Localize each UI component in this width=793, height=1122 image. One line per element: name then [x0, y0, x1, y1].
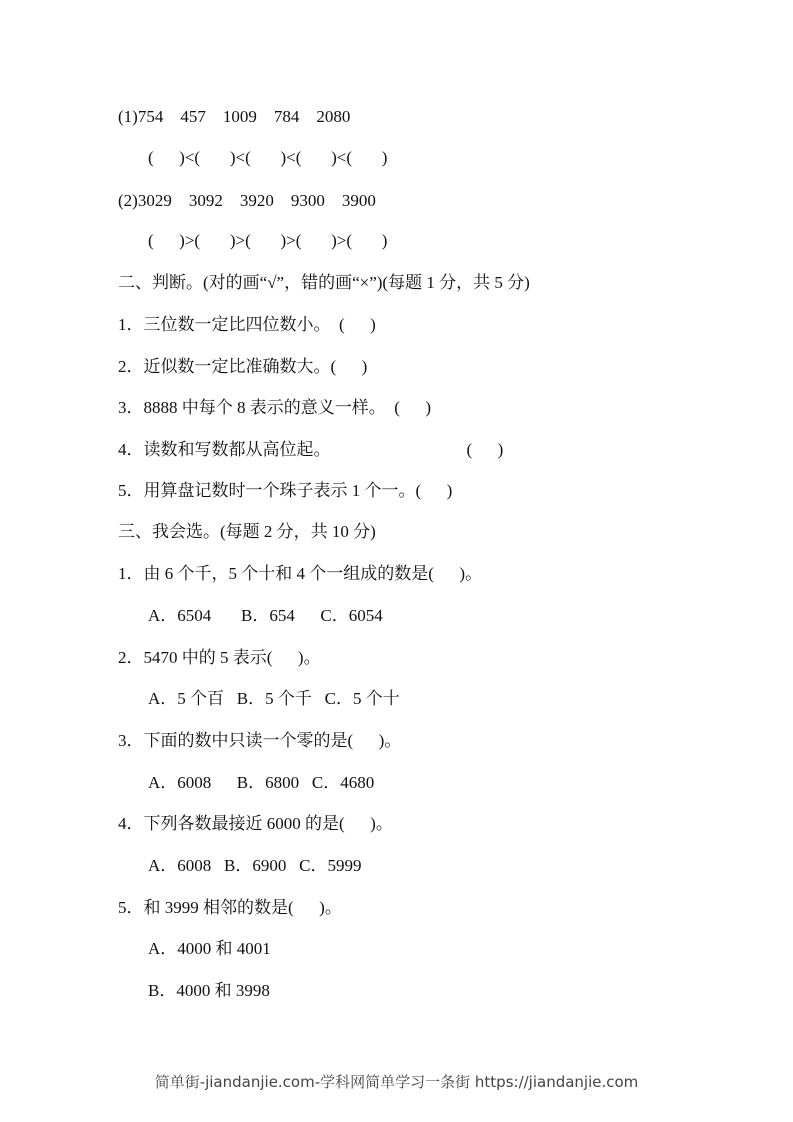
- choice-options: A．6008 B．6800 C．4680: [148, 773, 375, 792]
- footer-watermark: 简单街-jiandanjie.com-学科网简单学习一条街 https://jiandanjie.com: [154, 1073, 639, 1091]
- choice-option: A．4000 和 4001: [148, 939, 271, 958]
- choice-question: 5．和 3999 相邻的数是( )。: [118, 898, 342, 917]
- choice-question: 1．由 6 个千，5 个十和 4 个一组成的数是( )。: [118, 564, 483, 583]
- choice-options: A．6504 B．654 C．6054: [148, 606, 383, 625]
- question-1-numbers: (1)754 457 1009 784 2080: [118, 107, 351, 126]
- question-2-numbers: (2)3029 3092 3920 9300 3900: [118, 191, 376, 210]
- answer-blanks-ascending: ( )<( )<( )<( )<( ): [148, 148, 388, 167]
- choice-question: 2．5470 中的 5 表示( )。: [118, 648, 321, 667]
- choice-option: B．4000 和 3998: [148, 981, 270, 1000]
- answer-blanks-descending: ( )>( )>( )>( )>( ): [148, 231, 388, 250]
- judge-item: 1．三位数一定比四位数小。 ( ): [118, 315, 376, 334]
- section-heading-choose: 三、我会选。(每题 2 分，共 10 分): [118, 522, 376, 541]
- judge-item: 2．近似数一定比准确数大。( ): [118, 357, 368, 376]
- judge-item: 3．8888 中每个 8 表示的意义一样。 ( ): [118, 398, 432, 417]
- judge-item: 4．读数和写数都从高位起。 ( ): [118, 440, 504, 459]
- judge-item: 5．用算盘记数时一个珠子表示 1 个一。( ): [118, 481, 453, 500]
- choice-options: A．5 个百 B．5 个千 C．5 个十: [148, 689, 400, 708]
- section-heading-judge: 二、判断。(对的画“√”，错的画“×”)(每题 1 分，共 5 分): [118, 273, 530, 292]
- choice-options: A．6008 B．6900 C．5999: [148, 856, 362, 875]
- choice-question: 4．下列各数最接近 6000 的是( )。: [118, 814, 393, 833]
- choice-question: 3．下面的数中只读一个零的是( )。: [118, 731, 402, 750]
